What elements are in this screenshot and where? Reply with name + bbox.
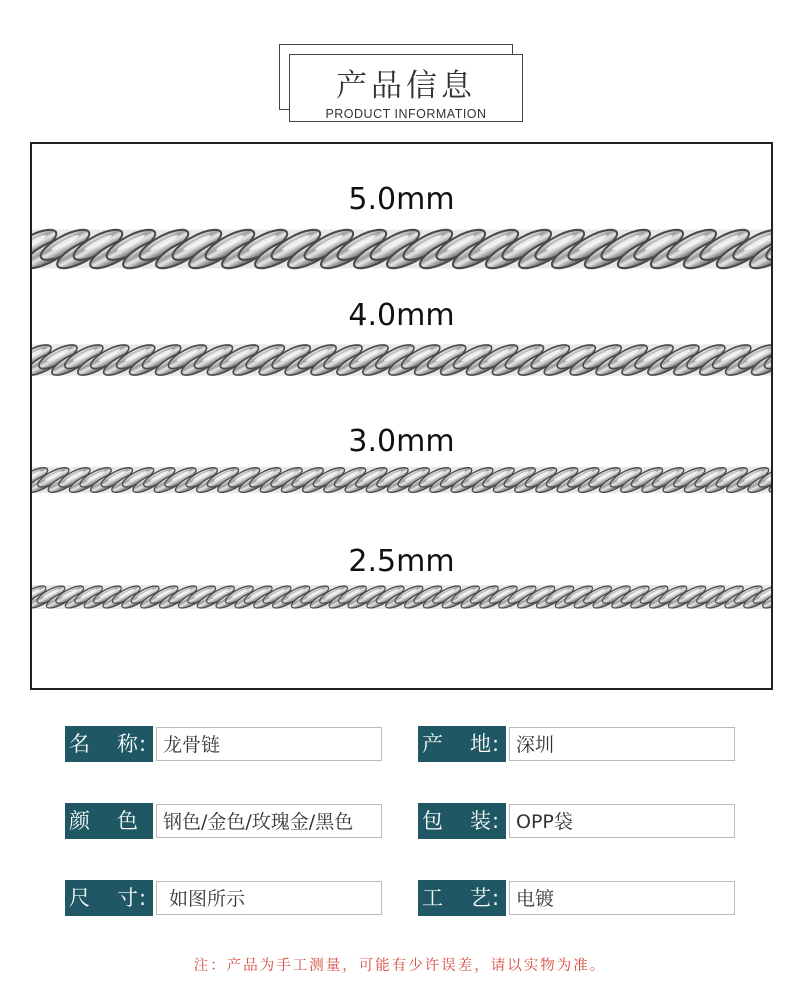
product-photo [30, 142, 773, 690]
size-label-3mm: 3.0mm [348, 424, 455, 459]
spec-value-pack: OPP袋 [509, 804, 735, 838]
spec-value-craft: 电镀 [509, 881, 735, 915]
spec-label-colon: : [492, 886, 500, 910]
size-label-5mm: 5.0mm [348, 182, 455, 217]
header-frame [289, 54, 523, 122]
page-title: 产品信息 [336, 68, 476, 104]
chain-image-5mm [32, 221, 771, 277]
spec-value-color: 钢色/金色/玫瑰金/黑色 [156, 804, 382, 838]
chain-image-4mm [32, 338, 771, 382]
spec-label-colon: : [492, 809, 500, 833]
spec-label-char: 尺 [69, 886, 90, 910]
size-label-4mm: 4.0mm [348, 298, 455, 333]
spec-label-char: 工 [422, 886, 443, 910]
spec-label-craft [418, 880, 506, 916]
spec-label-colon: : [139, 732, 147, 756]
spec-label-char: 色 [117, 809, 138, 833]
spec-label-color [65, 803, 153, 839]
spec-label-char: 艺 [470, 886, 491, 910]
spec-label-name [65, 726, 153, 762]
chain-image-3mm [32, 462, 771, 498]
spec-label-char: 包 [422, 809, 443, 833]
spec-label-colon: : [492, 732, 500, 756]
page-subtitle: PRODUCT INFORMATION [325, 107, 487, 121]
measurement-note: 注：产品为手工测量，可能有少许误差，请以实物为准。 [193, 958, 607, 974]
spec-value-size: 如图所示 [156, 881, 382, 915]
spec-label-char: 地 [470, 732, 491, 756]
size-label-2-5mm: 2.5mm [348, 544, 455, 579]
spec-label-pack [418, 803, 506, 839]
spec-label-char: 名 [69, 732, 90, 756]
spec-value-origin: 深圳 [509, 727, 735, 761]
spec-label-char: 称 [117, 732, 138, 756]
spec-value-name: 龙骨链 [156, 727, 382, 761]
chain-image-2-5mm [32, 581, 771, 613]
spec-label-origin [418, 726, 506, 762]
spec-label-colon: : [139, 886, 147, 910]
spec-label-char: 装 [470, 809, 491, 833]
spec-label-char: 寸 [117, 886, 138, 910]
spec-label-size [65, 880, 153, 916]
spec-label-char: 颜 [69, 809, 90, 833]
spec-label-char: 产 [422, 732, 443, 756]
